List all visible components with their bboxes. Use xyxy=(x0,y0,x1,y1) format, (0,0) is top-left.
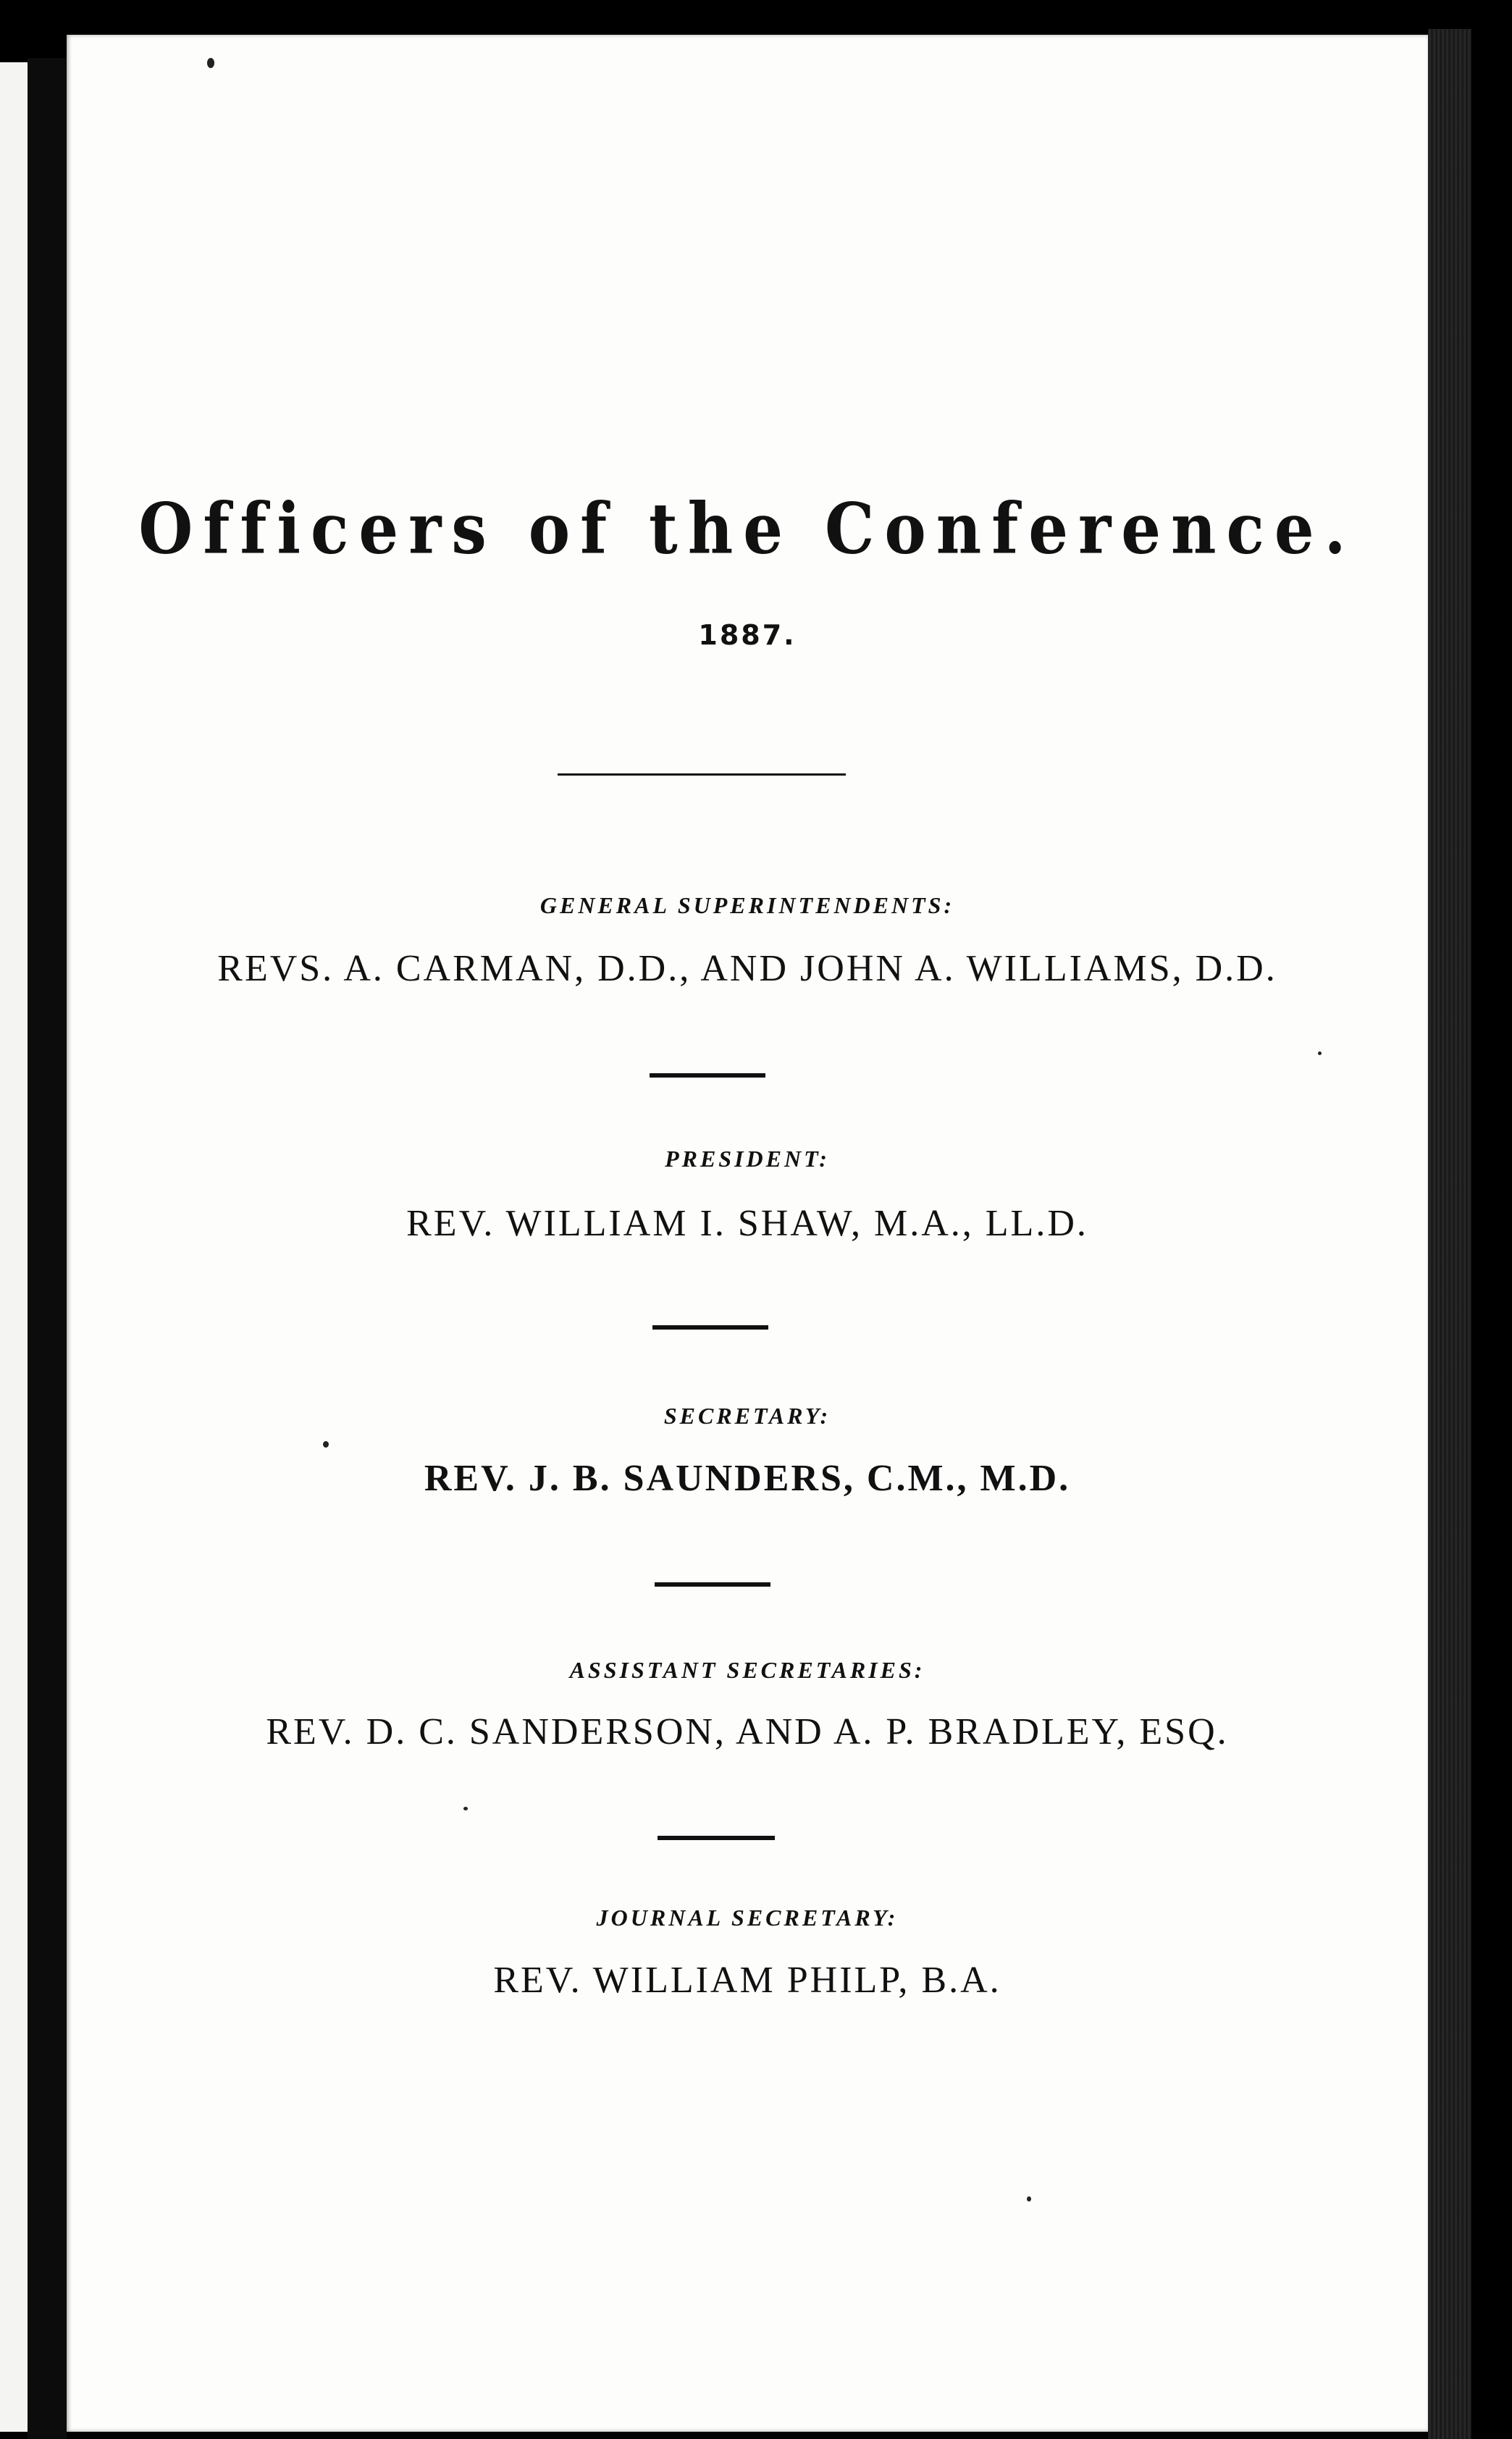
scan-speck xyxy=(207,58,214,68)
section-divider xyxy=(650,1073,765,1078)
book-binding xyxy=(28,58,67,2439)
president-name: REV. WILLIAM I. SHAW, M.A., LL.D. xyxy=(406,1203,1088,1244)
general-superintendents-names: REVS. A. CARMAN, D.D., AND JOHN A. WILLIAMS, D.D. xyxy=(217,948,1277,989)
title-divider xyxy=(558,773,846,776)
secretary-label: SECRETARY: xyxy=(663,1403,831,1429)
general-superintendents-label: GENERAL SUPERINTENDENTS: xyxy=(539,892,955,918)
president-label: PRESIDENT: xyxy=(665,1146,830,1172)
scan-speck xyxy=(1318,1051,1322,1055)
right-book-edge xyxy=(1428,29,1471,2439)
assistant-secretaries-names: REV. D. C. SANDERSON, AND A. P. BRADLEY, ESQ. xyxy=(266,1711,1229,1752)
journal-secretary-label: JOURNAL SECRETARY: xyxy=(596,1905,899,1931)
assistant-secretaries-label: ASSISTANT SECRETARIES: xyxy=(569,1657,925,1683)
section-divider xyxy=(655,1582,770,1587)
scan-speck xyxy=(1027,2196,1031,2201)
left-page-edge xyxy=(0,62,28,2432)
page-title: Officers of the Conference. xyxy=(138,487,1356,571)
journal-secretary-name: REV. WILLIAM PHILP, B.A. xyxy=(493,1960,1001,2001)
year-label: 1887. xyxy=(698,619,797,651)
section-divider xyxy=(652,1325,768,1330)
secretary-name: REV. J. B. SAUNDERS, C.M., M.D. xyxy=(424,1458,1071,1499)
section-divider xyxy=(658,1836,775,1840)
scan-speck xyxy=(323,1441,329,1448)
scan-speck xyxy=(463,1807,468,1810)
